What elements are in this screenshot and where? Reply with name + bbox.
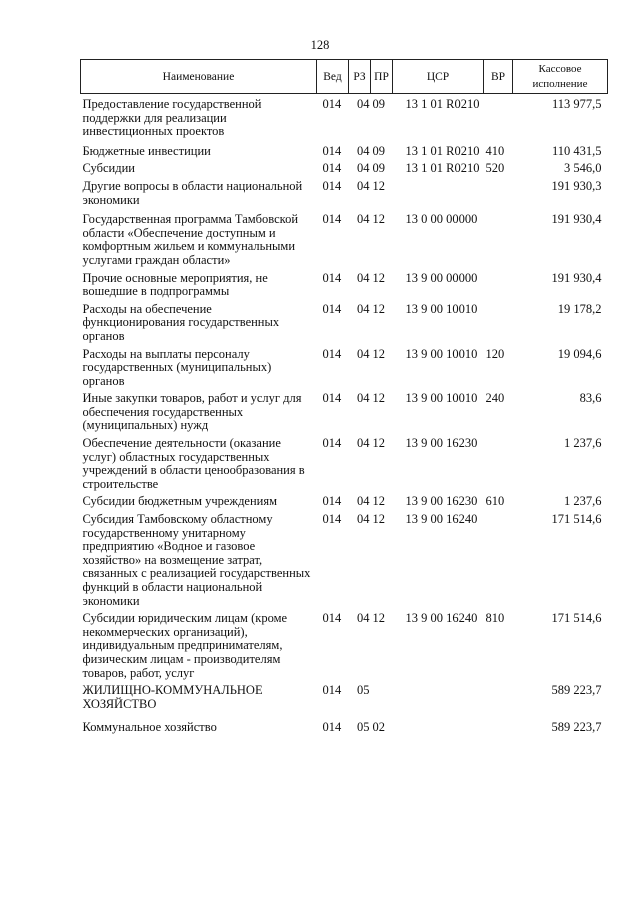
cell-sum: 3 546,0 <box>564 161 602 176</box>
table-row <box>81 176 608 207</box>
cell-pr: 09 <box>372 161 385 176</box>
cell-vr: 410 <box>485 143 505 158</box>
cell-sum: 83,6 <box>579 391 602 406</box>
header-csr: ЦСР <box>393 60 484 94</box>
cell-vr <box>484 268 513 299</box>
table-row <box>81 299 608 344</box>
page-number: 128 <box>310 38 330 52</box>
cell-rz: 04 <box>357 97 370 111</box>
cell-sum: 1 237,6 <box>564 494 602 509</box>
table-row <box>81 711 608 735</box>
cell-sum: 19 094,6 <box>557 346 602 361</box>
cell-name: Коммунальное хозяйство <box>82 720 217 735</box>
cell-vr: 810 <box>485 611 505 626</box>
cell-pr: 12 <box>372 178 385 193</box>
cell-name: ЖИЛИЩНО-КОММУНАЛЬНОЕ ХОЗЯЙСТВО <box>82 683 263 711</box>
cell-name: Субсидии <box>82 161 135 176</box>
cell-ved: 014 <box>322 683 342 698</box>
cell-pr: 12 <box>372 346 385 361</box>
cell-name: Субсидии юридическим лицам (кроме некоммерческих организаций), индивидуальным предпринимателям, физическим лицам - производителям товаров, работ, услуг <box>82 611 288 680</box>
cell-pr: 09 <box>372 97 385 111</box>
cell-name: Субсидии бюджетным учреждениям <box>82 494 278 509</box>
cell-sum: 110 431,5 <box>551 143 602 158</box>
cell-ved: 014 <box>322 436 342 451</box>
cell-sum: 171 514,6 <box>551 611 602 626</box>
cell-vr <box>484 94 513 139</box>
cell-pr: 12 <box>372 212 385 227</box>
cell-vr <box>484 680 513 711</box>
cell-rz: 05 <box>357 683 370 698</box>
cell-name: Расходы на обеспечение функционирования государственных органов <box>82 301 280 343</box>
cell-name: Бюджетные инвестиции <box>82 143 211 158</box>
cell-ved: 014 <box>322 97 342 111</box>
table-row <box>81 388 608 433</box>
cell-name: Обеспечение деятельности (оказание услуг) областных государственных учреждений в области ценообразования в строительстве <box>82 436 305 491</box>
cell-pr: 02 <box>372 720 385 735</box>
cell-rz: 04 <box>357 270 370 285</box>
cell-vr <box>484 299 513 344</box>
cell-ved: 014 <box>322 391 342 406</box>
cell-vr: 610 <box>485 494 505 509</box>
cell-pr: 12 <box>372 512 385 527</box>
header-vr: ВР <box>484 60 513 94</box>
cell-name: Другие вопросы в области национальной экономики <box>82 178 303 207</box>
cell-csr: 13 1 01 R0210 <box>405 161 480 176</box>
header-name: Наименование <box>81 60 317 94</box>
cell-sum: 171 514,6 <box>551 512 602 527</box>
table-row <box>81 491 608 509</box>
cell-pr: 09 <box>372 143 385 158</box>
cell-rz: 04 <box>357 611 370 626</box>
cell-sum: 191 930,3 <box>551 178 602 193</box>
budget-table <box>80 59 608 735</box>
table-row <box>81 158 608 176</box>
cell-ved: 014 <box>322 346 342 361</box>
cell-ved: 014 <box>322 143 342 158</box>
cell-pr: 12 <box>372 611 385 626</box>
cell-name: Государственная программа Тамбовской области «Обеспечение доступным и комфортным жильем и коммунальными услугами граждан области» <box>82 212 299 267</box>
cell-pr: 12 <box>372 436 385 451</box>
cell-vr <box>484 433 513 491</box>
cell-sum: 589 223,7 <box>551 683 602 698</box>
cell-rz: 04 <box>357 436 370 451</box>
cell-pr: 12 <box>372 391 385 406</box>
cell-vr: 240 <box>485 391 505 406</box>
cell-name: Субсидия Тамбовскому областному государственному унитарному предприятию «Водное и газовое хозяйство» на возмещение затрат, связанных с реализацией государственных функций в области национальной экономики <box>82 512 311 608</box>
cell-rz: 04 <box>357 346 370 361</box>
cell-rz: 04 <box>357 178 370 193</box>
cell-name: Расходы на выплаты персоналу государственных (муниципальных) органов <box>82 346 272 388</box>
cell-sum: 589 223,7 <box>551 720 602 735</box>
table-row <box>81 94 608 139</box>
table-row <box>81 608 608 680</box>
cell-sum: 191 930,4 <box>551 270 602 285</box>
table-row <box>81 139 608 159</box>
cell-name: Предоставление государственной поддержки для реализации инвестиционных проектов <box>82 97 262 139</box>
cell-csr: 13 1 01 R0210 <box>405 143 480 158</box>
header-ved: Вед <box>317 60 349 94</box>
cell-csr: 13 1 01 R0210 <box>405 97 480 111</box>
cell-ved: 014 <box>322 178 342 193</box>
cell-rz: 04 <box>357 494 370 509</box>
header-rz: РЗ <box>349 60 371 94</box>
cell-csr: 13 9 00 10010 <box>405 346 478 361</box>
cell-csr: 13 9 00 10010 <box>405 301 478 316</box>
cell-pr <box>371 680 393 711</box>
cell-rz: 05 <box>357 720 370 735</box>
cell-csr: 13 9 00 16230 <box>405 494 478 509</box>
cell-ved: 014 <box>322 161 342 176</box>
cell-ved: 014 <box>322 494 342 509</box>
cell-rz: 04 <box>357 143 370 158</box>
table-row <box>81 344 608 389</box>
cell-csr: 13 9 00 16230 <box>405 436 478 451</box>
cell-sum: 191 930,4 <box>551 212 602 227</box>
cell-rz: 04 <box>357 512 370 527</box>
cell-vr: 520 <box>485 161 505 176</box>
cell-sum: 19 178,2 <box>557 301 602 316</box>
cell-csr <box>393 176 484 207</box>
cell-csr <box>393 711 484 735</box>
cell-pr: 12 <box>372 270 385 285</box>
cell-csr <box>393 680 484 711</box>
cell-ved: 014 <box>322 301 342 316</box>
cell-ved: 014 <box>322 212 342 227</box>
cell-ved: 014 <box>322 611 342 626</box>
header-pr: ПР <box>371 60 393 94</box>
cell-pr: 12 <box>372 494 385 509</box>
cell-csr: 13 9 00 16240 <box>405 611 478 626</box>
cell-ved: 014 <box>322 720 342 735</box>
table-row <box>81 207 608 267</box>
cell-vr <box>484 207 513 267</box>
cell-rz: 04 <box>357 212 370 227</box>
cell-csr: 13 0 00 00000 <box>405 212 478 227</box>
cell-sum: 1 237,6 <box>564 436 602 451</box>
header-sum: Кассовое исполнение <box>513 60 608 94</box>
cell-ved: 014 <box>322 270 342 285</box>
cell-name: Прочие основные мероприятия, не вошедшие в подпрограммы <box>82 270 268 299</box>
table-header-row <box>81 60 608 94</box>
cell-vr: 120 <box>485 346 505 361</box>
cell-rz: 04 <box>357 301 370 316</box>
table-row <box>81 433 608 491</box>
table-row <box>81 680 608 711</box>
cell-vr <box>484 509 513 608</box>
cell-vr <box>484 176 513 207</box>
cell-rz: 04 <box>357 161 370 176</box>
table-row <box>81 509 608 608</box>
cell-csr: 13 9 00 10010 <box>405 391 478 406</box>
cell-rz: 04 <box>357 391 370 406</box>
cell-csr: 13 9 00 00000 <box>405 270 478 285</box>
cell-sum: 113 977,5 <box>551 97 602 111</box>
table-row <box>81 268 608 299</box>
cell-ved: 014 <box>322 512 342 527</box>
cell-pr: 12 <box>372 301 385 316</box>
cell-vr <box>484 711 513 735</box>
cell-name: Иные закупки товаров, работ и услуг для обеспечения государственных (муниципальных) нужд <box>82 391 302 433</box>
cell-csr: 13 9 00 16240 <box>405 512 478 527</box>
